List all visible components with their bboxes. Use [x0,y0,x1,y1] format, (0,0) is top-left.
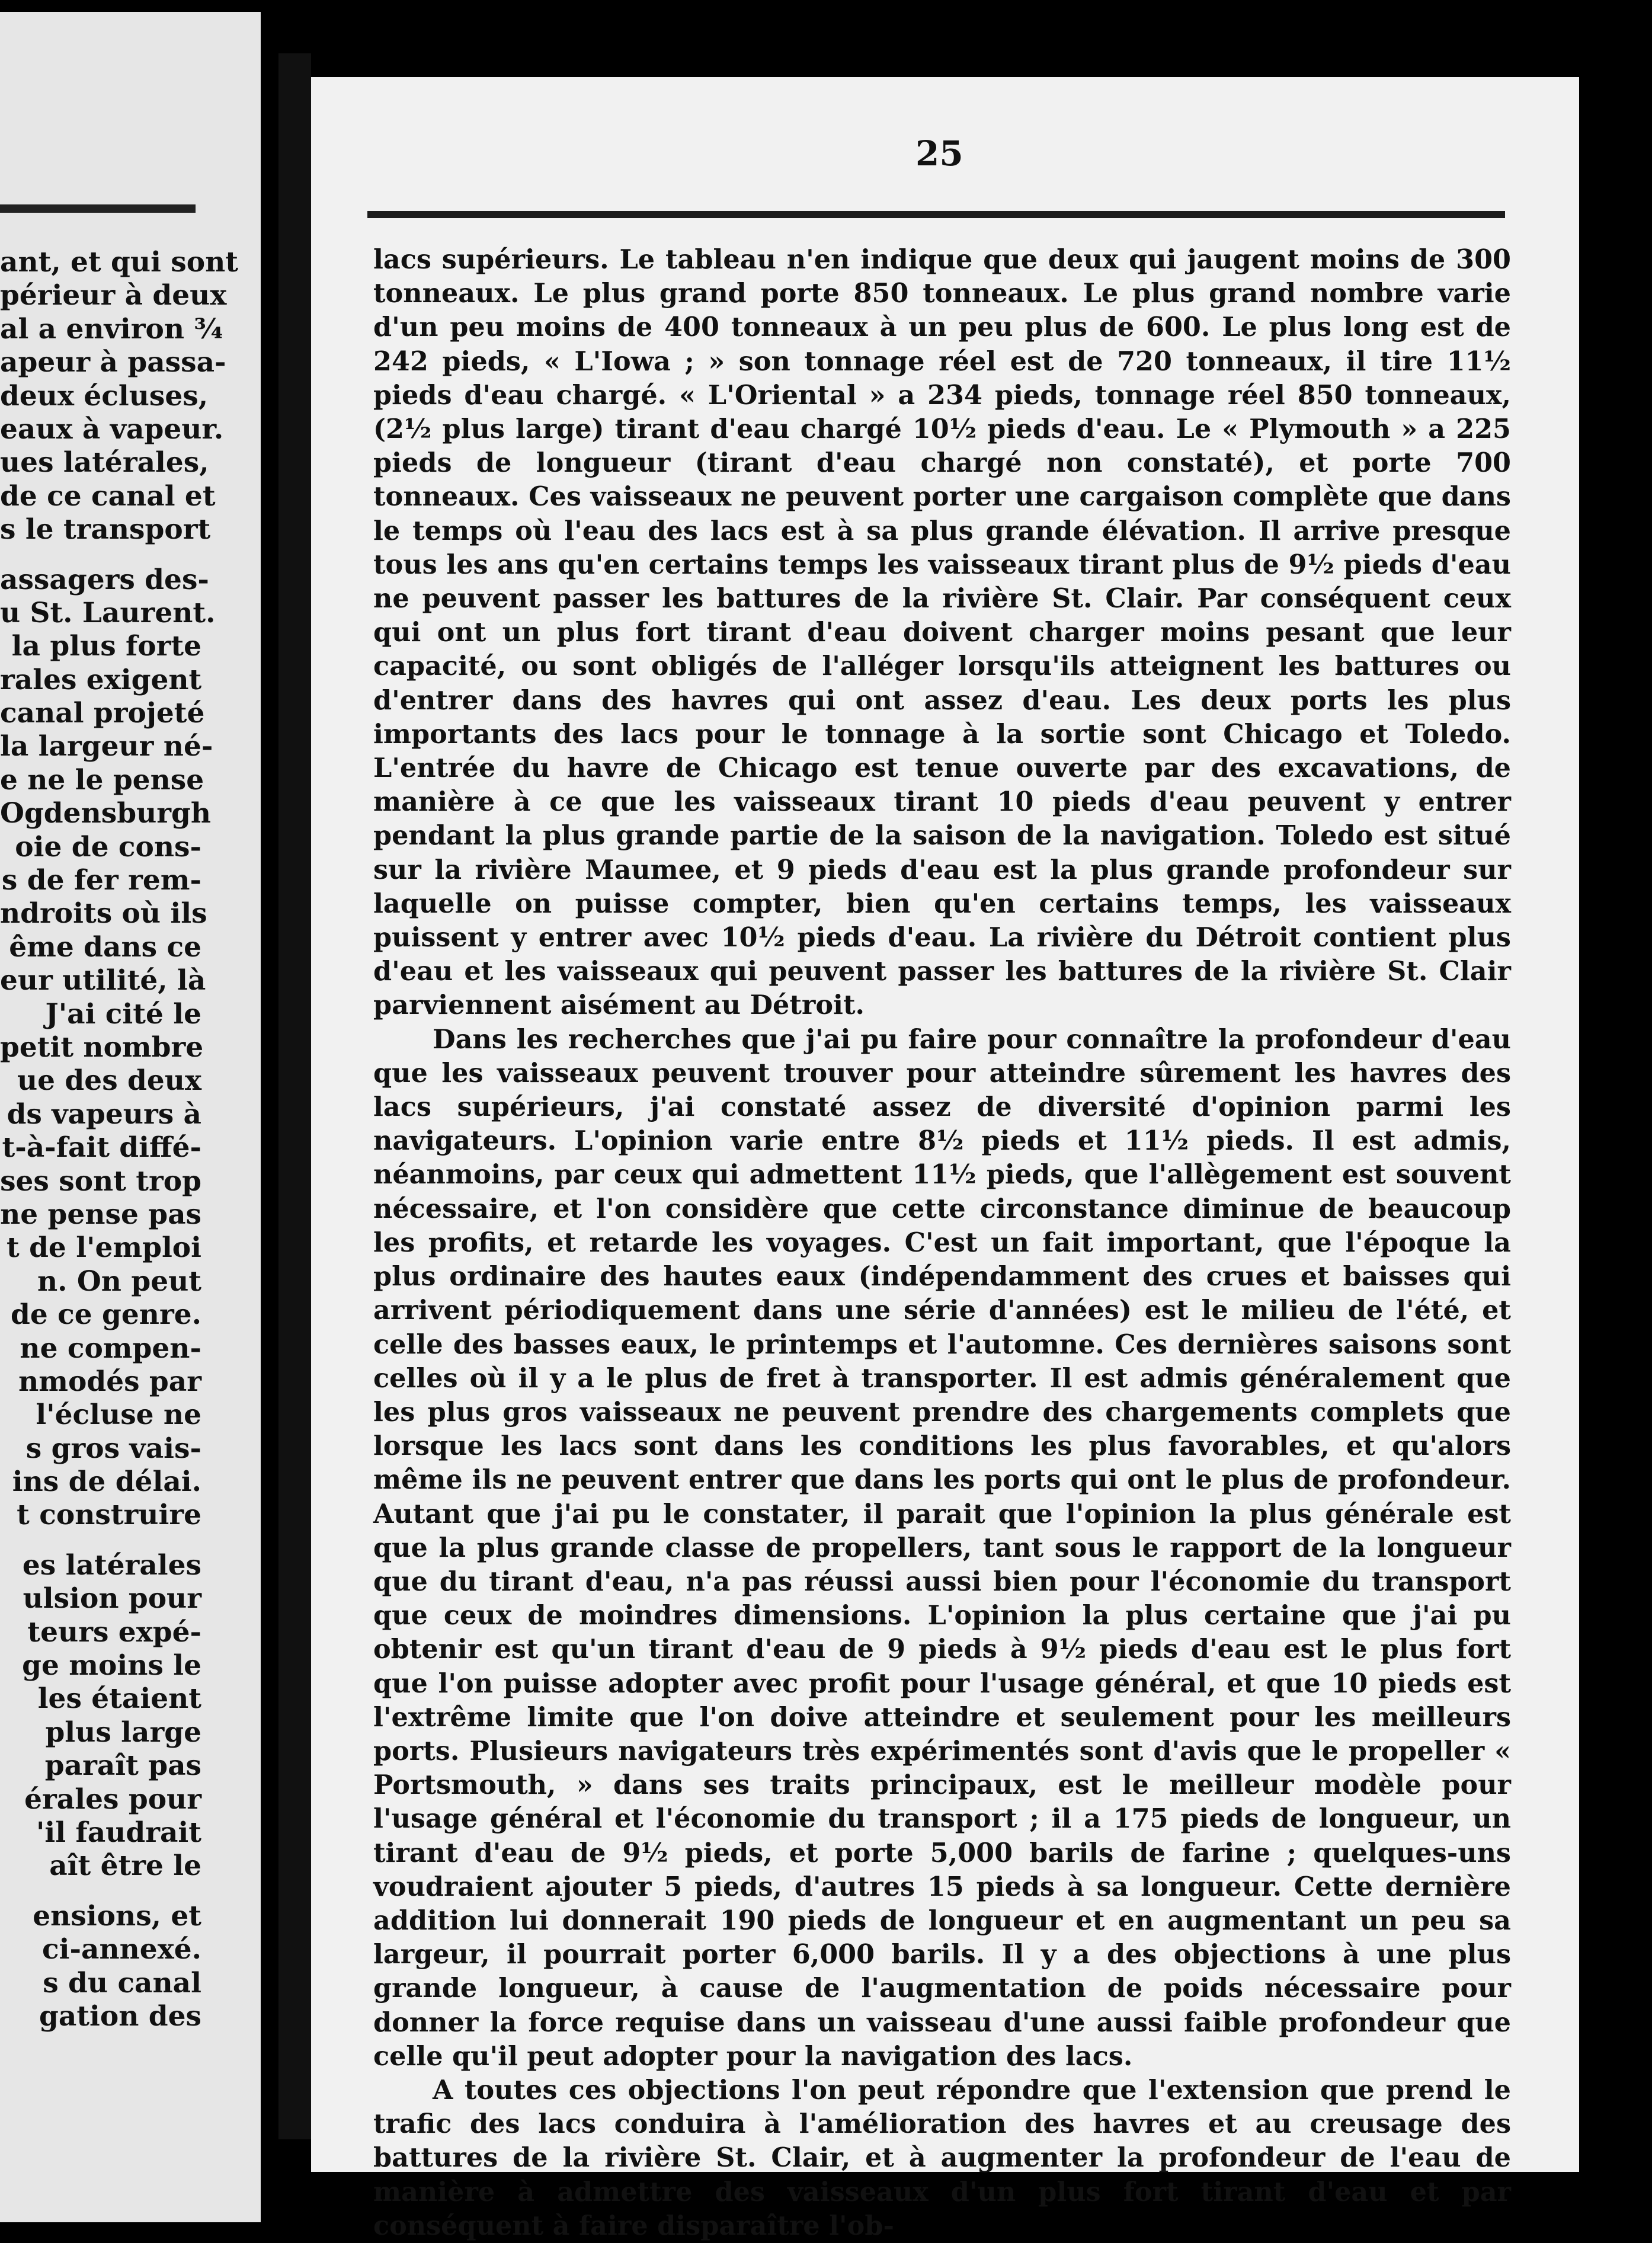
left-page-line: teurs expé- [27,1615,201,1649]
left-page-line: n. On peut [37,1265,201,1298]
left-page-line [0,1532,201,1549]
left-page-line: s de fer rem- [1,864,201,897]
paragraph-2: Dans les recherches que j'ai pu faire pour connaître la profondeur d'eau que les vaisseaux peuvent trouver pour atteindre sûrement les havres des lacs supérieurs, j'ai constaté assez de diversité d'opinion parmi les navigateurs. L'opinion varie entre 8½ pieds et 11½ pieds. Il est admis, néanmoins, par ceux qui admettent 11½ pieds, que l'allègement est souvent nécessaire, et l'on considère que cette circonstance diminue de beaucoup les profits, et retarde les voyages. C'est un fait important, que l'époque la plus ordinaire des hautes eaux (indépendamment des crues et baisses qui arrivent périodiquement dans une série d'années) est le milieu de l'été, et celle des basses eaux, le printemps et l'automne. Ces dernières saisons sont celles où il y a le plus de fret à transporter. Il est admis généralement que les plus gros vaisseaux ne peuvent prendre des chargements complets que lorsque les lacs sont dans les conditions les plus favorables, et qu'alors même ils ne peuvent entrer que dans les ports qui ont le plus de profondeur. Autant que j'ai pu le constater, il parait que l'opinion la plus générale est que la plus grande classe de propellers, tant sous le rapport de la longueur que du tirant d'eau, n'a pas réussi aussi bien pour l'économie du transport que ceux de moindres dimensions. L'opinion la plus certaine que j'ai pu obtenir est qu'un tirant d'eau de 9 pieds à 9½ pieds d'eau est le plus fort que l'on puisse adopter avec profit pour l'usage général, et que 10 pieds est l'extrême limite que l'on doive atteindre et seulement pour les meilleurs ports. Plusieurs navigateurs très expérimentés sont d'avis que le propeller « Portsmouth, » dans ses traits principaux, est le meilleur modèle pour l'usage général et l'économie du transport ; il a 175 pieds de longueur, un tirant d'eau de 9½ pieds, et porte 5,000 barils de farine ; quelques-uns voudraient ajouter 5 pieds, d'autres 15 pieds à sa longueur. Cette dernière addition lui donnerait 190 pieds de longueur et en augmentant un peu sa largeur, il pourrait porter 6,000 barils. Il y a des objections à une plus grande longueur, à cause de l'augmentation de poids nécessaire pour donner la force requise dans un vaisseau d'une aussi faible profondeur que celle qu'il peut adopter pour la navigation des lacs. [373,1023,1511,2072]
left-page-line: périeur à deux [0,279,227,312]
left-page-line: ues latérales, [0,446,209,479]
paragraph-1: lacs supérieurs. Le tableau n'en indique que deux qui jaugent moins de 300 tonneaux. Le plus grand porte 850 tonneaux. Le plus grand nombre varie d'un peu moins de 400 tonneaux à un peu plus de 600. Le plus long est de 242 pieds, « L'Iowa ; » son tonnage réel est de 720 tonneaux, il tire 11½ pieds d'eau chargé. « L'Oriental » a 234 pieds, tonnage réel 850 tonneaux, (2½ plus large) tirant d'eau chargé 10½ pieds d'eau. Le « Plymouth » a 225 pieds de longueur (tirant d'eau chargé non constaté), et porte 700 tonneaux. Ces vaisseaux ne peuvent porter une cargaison complète que dans le temps où l'eau des lacs est à sa plus grande élévation. Il arrive presque tous les ans qu'en certains temps les vaisseaux tirant plus de 9½ pieds d'eau ne peuvent passer les battures de la rivière St. Clair. Par conséquent ceux qui ont un plus fort tirant d'eau doivent charger moins pesant que leur capacité, ou sont obligés de l'alléger lorsqu'ils atteignent les battures ou d'entrer dans des havres qui ont assez d'eau. Les deux ports les plus importants des lacs pour le tonnage à la sortie sont Chicago et Toledo. L'entrée du havre de Chicago est tenue ouverte par des excavations, de manière à ce que les vaisseaux tirant 10 pieds d'eau peuvent y entrer pendant la plus grande partie de la saison de la navigation. Toledo est situé sur la rivière Maumee, et 9 pieds d'eau est la plus grande profondeur sur laquelle on puisse compter, bien qu'en certains temps, les vaisseaux puissent y entrer avec 10½ pieds d'eau. La rivière du Détroit contient plus d'eau et les vaisseaux qui peuvent passer les battures de la rivière St. Clair parviennent aisément au Détroit. [373,244,1511,1021]
left-page-line: assagers des- [0,563,209,596]
left-page-line: t-à-fait diffé- [2,1131,201,1164]
left-page-line: ant, et qui sont [0,246,238,279]
left-page-line: J'ai cité le [45,997,201,1031]
left-page-line: ne compen- [20,1332,201,1365]
left-page-line: ins de délai. [12,1466,201,1499]
book-gutter [278,53,311,2139]
left-page-line: gation des [39,1999,201,2033]
left-page-line: ndroits où ils [0,897,207,930]
header-rule [367,211,1505,218]
left-page-line: s gros vais- [25,1432,201,1465]
left-page-line: ulsion pour [23,1582,201,1615]
left-page-line: les étaient [37,1682,201,1716]
left-page-line: e ne le pense [0,763,204,796]
left-page-line: deux écluses, [0,379,209,412]
left-page-line: 'il faudrait [36,1816,201,1849]
left-page-line: aît être le [49,1850,201,1883]
left-page-line: de ce genre. [11,1298,201,1332]
left-page-line: ensions, et [33,1899,201,1932]
left-page-line: oie de cons- [15,830,201,863]
left-page-line: canal projeté [0,697,205,730]
left-page-line: ême dans ce [9,930,201,964]
left-page-line: ses sont trop [0,1164,201,1198]
left-page-line: l'écluse ne [36,1399,201,1432]
left-facing-page [0,12,261,2222]
left-page-line: t de l'emploi [7,1231,201,1265]
right-page [311,77,1579,2241]
left-page-line: ci-annexé. [42,1933,201,1966]
left-page-line: paraît pas [44,1749,201,1783]
left-page-line: la largeur né- [0,730,213,763]
left-page-line: nmodés par [18,1365,201,1398]
left-page-line: eaux à vapeur. [0,412,224,446]
paragraph-3: A toutes ces objections l'on peut répondre que l'extension que prend le trafic des lacs conduira à l'amélioration des havres et au creusage des battures de la rivière St. Clair, et à augmenter la profondeur de l'eau de manière à admettre des vaisseaux d'un plus fort tirant d'eau et par conséquent à faire disparaître l'ob- [373,2074,1511,2241]
left-page-line: al a environ ¾ [0,312,223,345]
left-page-line: de ce canal et [0,479,216,513]
left-page-line: es latérales [22,1548,201,1582]
left-page-line: érales pour [24,1783,201,1816]
left-page-line: s du canal [43,1966,201,1999]
left-page-line: s le transport [0,513,211,546]
left-page-line: rales exigent [0,663,202,696]
page-number: 25 [915,133,963,174]
left-page-line: eur utilité, là [0,964,206,997]
left-page-line: apeur à passa- [0,346,226,379]
left-page-text-column [0,246,238,2033]
body-text [373,243,1511,2243]
left-page-line: ue des deux [17,1064,201,1097]
left-page-rule [0,204,196,213]
left-page-line: Ogdensburgh [0,797,212,830]
left-page-line: plus large [45,1716,201,1749]
left-page-line: petit nombre [0,1031,204,1064]
left-page-line: u St. Laurent. [0,596,216,629]
left-page-line: ne pense pas [0,1198,201,1231]
left-page-line [0,1883,201,1900]
left-page-line: ds vapeurs à [7,1097,201,1131]
left-page-line: ge moins le [22,1649,201,1682]
left-page-line [0,547,201,564]
left-page-line: t construire [17,1499,201,1532]
left-page-line: la plus forte [11,630,201,663]
